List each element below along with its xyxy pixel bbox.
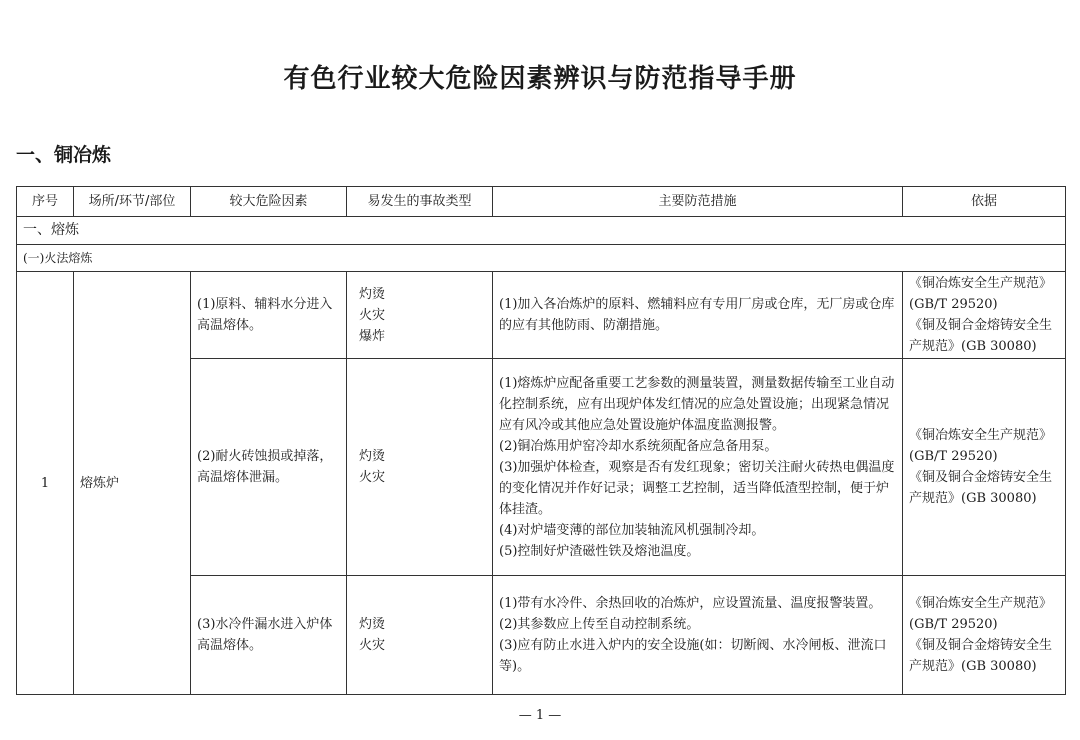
group-row: [17, 217, 1066, 245]
group-label: 一、熔炼: [17, 217, 1066, 245]
header-cell: 依据: [903, 187, 1066, 217]
accident-type: 灼烫: [359, 449, 386, 464]
measures-cell: [493, 272, 903, 359]
accident-types-cell: [347, 576, 493, 695]
header-cell: 较大危险因素: [191, 187, 347, 217]
measure-item: (2)其参数应上传至自动控制系统。: [499, 617, 700, 632]
measure-item: (1)加入各冶炼炉的原料、燃辅料应有专用厂房或仓库，无厂房或仓库的应有其他防雨、防潮措施。: [499, 297, 895, 333]
hazard-cell: (2)耐火砖蚀损或掉落，高温熔体泄漏。: [191, 359, 347, 576]
header-cell: 序号: [17, 187, 74, 217]
entry-number: 1: [17, 272, 74, 695]
hazard-table: [16, 186, 1066, 695]
subgroup-label: (一)火法熔炼: [17, 245, 1066, 272]
accident-types-cell: [347, 359, 493, 576]
basis-cell: [903, 576, 1066, 695]
basis-item: 《铜冶炼安全生产规范》(GB/T 29520): [909, 428, 1053, 464]
accident-type: 灼烫: [359, 617, 386, 632]
accident-type: 火灾: [359, 470, 386, 485]
header-cell: 主要防范措施: [493, 187, 903, 217]
section-heading: 一、铜冶炼: [16, 144, 112, 166]
header-cell: 场所/环节/部位: [74, 187, 191, 217]
subgroup-row: [17, 245, 1066, 272]
page-number: — 1 —: [518, 708, 562, 723]
measure-item: (1)熔炼炉应配备重要工艺参数的测量装置，测量数据传输至工业自动化控制系统，应有出现炉体发红情况的应急处置设施；出现紧急情况应有风冷或其他应急处置设施炉体温度监测报警。: [499, 375, 895, 433]
basis-item: 《铜冶炼安全生产规范》(GB/T 29520): [909, 596, 1053, 632]
basis-item: 《铜冶炼安全生产规范》(GB/T 29520): [909, 276, 1053, 312]
measure-item: (1)带有水冷件、余热回收的冶炼炉，应设置流量、温度报警装置。: [499, 596, 882, 611]
measure-item: (5)控制好炉渣磁性铁及熔池温度。: [499, 543, 700, 559]
measure-item: (4)对炉墙变薄的部位加装轴流风机强制冷却。: [499, 522, 765, 538]
basis-item: 《铜及铜合金熔铸安全生产规范》(GB 30080): [909, 638, 1053, 674]
measures-cell: [493, 576, 903, 695]
measure-item: (3)加强炉体检查，观察是否有发红现象；密切关注耐火砖热电偶温度的变化情况并作好记录；调整工艺控制，适当降低渣型控制，便于炉体挂渣。: [499, 459, 895, 517]
table-header-row: [17, 187, 1066, 217]
measure-item: (3)应有防止水进入炉内的安全设施(如：切断阀、水冷闸板、泄流口等)。: [499, 638, 887, 674]
basis-item: 《铜及铜合金熔铸安全生产规范》(GB 30080): [909, 318, 1053, 354]
measures-cell: [493, 359, 903, 576]
accident-type: 爆炸: [359, 328, 386, 344]
measure-item: (2)铜冶炼用炉窑冷却水系统须配备应急备用泵。: [499, 438, 778, 454]
header-cell: 易发生的事故类型: [347, 187, 493, 217]
basis-cell: [903, 359, 1066, 576]
hazard-cell: (3)水冷件漏水进入炉体高温熔体。: [191, 576, 347, 695]
accident-type: 灼烫: [359, 286, 386, 302]
basis-cell: [903, 272, 1066, 359]
accident-types-cell: [347, 272, 493, 359]
table-row: [17, 272, 1066, 359]
basis-item: 《铜及铜合金熔铸安全生产规范》(GB 30080): [909, 470, 1053, 506]
entry-place: 熔炼炉: [74, 272, 191, 695]
document-title: 有色行业较大危险因素辨识与防范指导手册: [283, 64, 797, 94]
hazard-cell: (1)原料、辅料水分进入高温熔体。: [191, 272, 347, 359]
accident-type: 火灾: [359, 638, 386, 653]
accident-type: 火灾: [359, 307, 386, 323]
